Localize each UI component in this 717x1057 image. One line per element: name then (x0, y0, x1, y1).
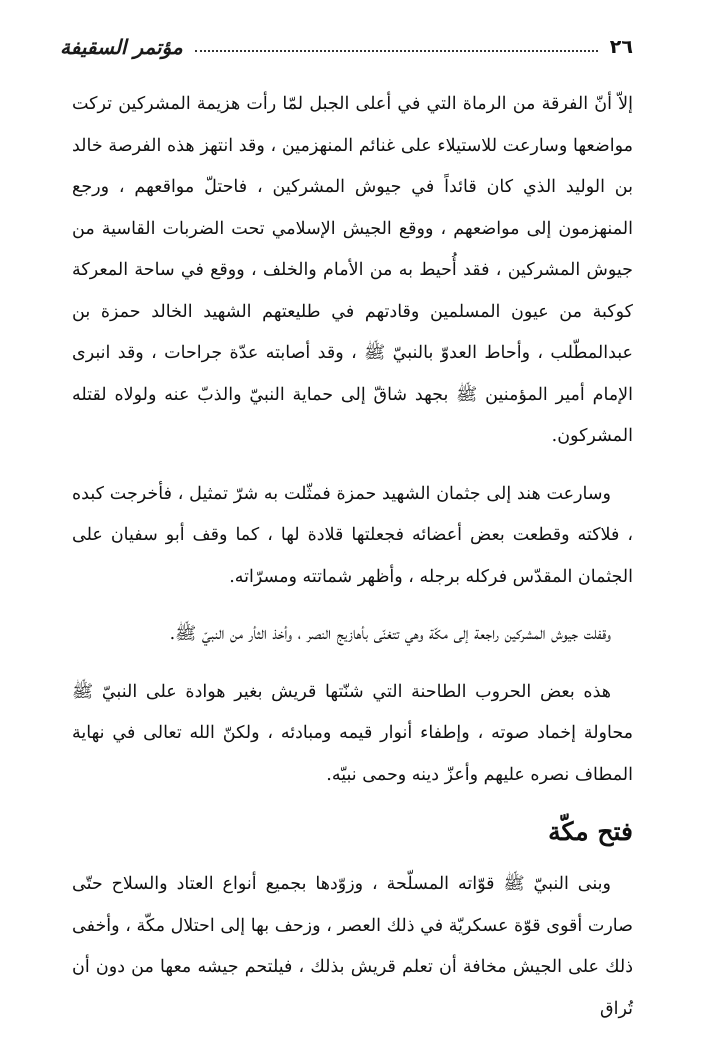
paragraph-3: وقفلت جيوش المشركين راجعة إلى مكّة وهي تتغنّى بأهازيج النصر ، وأخذ الثأر من النبيّ ﷺ. (169, 624, 611, 644)
section-paragraph: وبنى النبيّ ﷺ قوّاته المسلّحة ، وزوّدها بجميع أنواع العتاد والسلاح حتّى صارت أقوى قوّة عسكريّة في ذلك العصر ، وزحف بها إلى احتلال مكّة ، وأخفى ذلك على الجيش مخافة أن تعلم قريش بذلك ، فيلتحم جيشه معها من دون أن تُراق (72, 874, 633, 1019)
paragraph-1: إلاّ أنّ الفرقة من الرماة التي في أعلى الجبل لمّا رأت هزيمة المشركين تركت مواضعها وسارعت للاستيلاء على غنائم المنهزمين ، وقد انتهز هذه الفرصة خالد بن الوليد الذي كان قائداً في جيوش المشركين ، فاحتلّ مواقعهم ، ورجع المنهزمون إلى مواضعهم ، ووقع الجيش الإسلامي تحت الضربات القاسية من جيوش المشركين ، فقد أُحيط به من الأمام والخلف ، ووقع في ساحة المعركة كوكبة من عيون المسلمين وقادتهم في طليعتهم الشهيد الخالد حمزة بن عبدالمطّلب ، وأحاط العدوّ بالنبيّ ﷺ ، وقد أصابته عدّة جراحات ، وقد انبرى الإمام أمير المؤمنين ﷺ بجهد شاقّ إلى حماية النبيّ والذبّ عنه ولولاه لقتله المشركون. (72, 94, 633, 446)
paragraph-2: وسارعت هند إلى جثمان الشهيد حمزة فمثّلت به شرّ تمثيل ، فأخرجت كبده ، فلاكته وقطعت بعض أعضائه فجعلتها قلادة لها ، كما وقف أبو سفيان على الجثمان المقدّس فركله برجله ، وأظهر شماتته ومسرّاته. (72, 483, 633, 587)
dotted-leader (195, 50, 598, 52)
page-header (60, 30, 633, 64)
page-number: ٢٦ (609, 36, 633, 58)
paragraph-4: هذه بعض الحروب الطاحنة التي شنّتها قريش بغير هوادة على النبيّ ﷺ محاولة إخماد صوته ، وإطفاء أنوار قيمه ومبادئه ، ولكنّ الله تعالى في نهاية المطاف نصره عليهم وأعزّ دينه وحمى نبيّه. (72, 681, 633, 785)
page-body (72, 84, 633, 1046)
section-heading: فتح مكّة (548, 817, 633, 846)
running-title: مؤتمر السقيفة (60, 35, 183, 59)
